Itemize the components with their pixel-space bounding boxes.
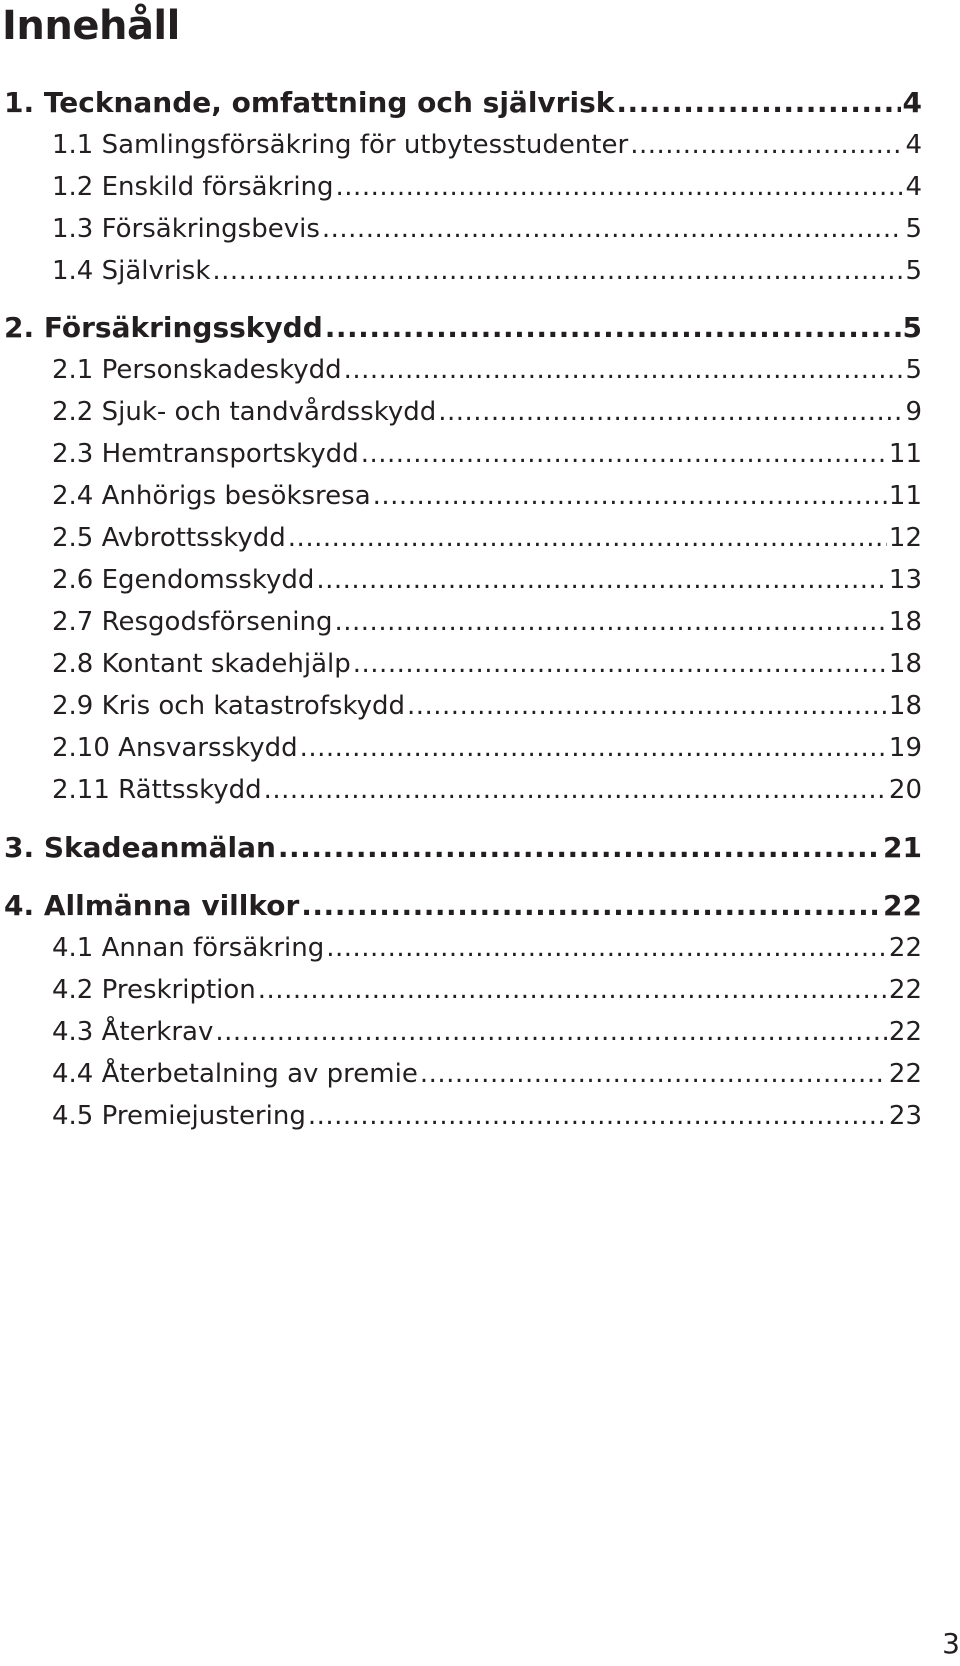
- toc-subsection-entry[interactable]: [52, 1015, 922, 1049]
- toc-entry-page: 19: [888, 733, 922, 763]
- toc-entry-page: 22: [888, 1059, 922, 1089]
- toc-subsection-entry[interactable]: [52, 479, 922, 513]
- toc-dot-leader: [322, 212, 904, 246]
- toc-dot-leader: [373, 479, 887, 513]
- toc-entry-page: 12: [888, 523, 922, 553]
- toc-entry-page: 5: [902, 311, 922, 344]
- toc-dot-leader: [264, 773, 887, 807]
- toc-entry-label: 2.2 Sjuk- och tandvårdsskydd: [52, 397, 437, 427]
- toc-entry-page: 18: [888, 649, 922, 679]
- toc-subsection-entry[interactable]: [52, 170, 922, 204]
- toc-dot-leader: [361, 437, 887, 471]
- toc-entry-page: 5: [905, 355, 922, 385]
- toc-subsection-entry[interactable]: [52, 689, 922, 723]
- toc-subsection-entry[interactable]: [52, 563, 922, 597]
- toc-subsection-entry[interactable]: [52, 212, 922, 246]
- toc-dot-leader: [407, 689, 887, 723]
- toc-entry-page: 4: [905, 130, 922, 160]
- toc-entry-label: 3. Skadeanmälan: [4, 831, 276, 864]
- toc-entry-page: 20: [888, 775, 922, 805]
- toc-entry-page: 18: [888, 607, 922, 637]
- toc-dot-leader: [258, 973, 887, 1007]
- toc-subsection-entry[interactable]: [52, 128, 922, 162]
- toc-entry-page: 22: [888, 933, 922, 963]
- toc-entry-page: 5: [905, 214, 922, 244]
- toc-subsection-entry[interactable]: [52, 521, 922, 555]
- toc-entry-page: 9: [905, 397, 922, 427]
- toc-subsection-entry[interactable]: [52, 1099, 922, 1133]
- toc-entry-page: 21: [883, 831, 922, 864]
- toc-entry-label: 4. Allmänna villkor: [4, 889, 300, 922]
- toc-section-entry[interactable]: [4, 311, 922, 345]
- toc-entry-label: 2.10 Ansvarsskydd: [52, 733, 298, 763]
- toc-entry-label: 2. Försäkringsskydd: [4, 311, 323, 344]
- toc-dot-leader: [316, 563, 887, 597]
- toc-entry-label: 4.1 Annan försäkring: [52, 933, 325, 963]
- toc-dot-leader: [353, 647, 887, 681]
- toc-entry-page: 22: [888, 1017, 922, 1047]
- toc-entry-label: 1.2 Enskild försäkring: [52, 172, 334, 202]
- toc-dot-leader: [630, 128, 903, 162]
- toc-subsection-entry[interactable]: [52, 973, 922, 1007]
- toc-entry-label: 2.8 Kontant skadehjälp: [52, 649, 351, 679]
- toc-entry-page: 18: [888, 691, 922, 721]
- page-title: Innehåll: [2, 3, 180, 49]
- toc-entry-page: 4: [902, 86, 922, 119]
- toc-entry-label: 2.3 Hemtransportskydd: [52, 439, 359, 469]
- toc-dot-leader: [288, 521, 887, 555]
- toc-dot-leader: [212, 254, 903, 288]
- toc-subsection-entry[interactable]: [52, 353, 922, 387]
- toc-entry-page: 11: [888, 481, 922, 511]
- toc-subsection-entry[interactable]: [52, 931, 922, 965]
- toc-entry-page: 13: [888, 565, 922, 595]
- toc-entry-page: 22: [883, 889, 922, 922]
- toc-entry-page: 11: [888, 439, 922, 469]
- toc-section-entry[interactable]: [4, 831, 922, 865]
- toc-section-entry[interactable]: [4, 889, 922, 923]
- toc-entry-label: 1. Tecknande, omfattning och självrisk: [4, 86, 615, 119]
- toc-dot-leader: [278, 831, 881, 865]
- toc-entry-label: 4.3 Återkrav: [52, 1017, 214, 1047]
- toc-entry-label: 1.4 Självrisk: [52, 256, 211, 286]
- toc-entry-label: 2.6 Egendomsskydd: [52, 565, 315, 595]
- toc-entry-label: 2.11 Rättsskydd: [52, 775, 262, 805]
- toc-entry-page: 23: [888, 1101, 922, 1131]
- toc-dot-leader: [215, 1015, 887, 1049]
- toc-dot-leader: [420, 1057, 887, 1091]
- toc-section-entry[interactable]: [4, 86, 922, 120]
- toc-dot-leader: [308, 1099, 887, 1133]
- toc-entry-label: 4.4 Återbetalning av premie: [52, 1059, 418, 1089]
- toc-dot-leader: [301, 889, 881, 923]
- toc-dot-leader: [326, 931, 887, 965]
- toc-entry-label: 4.5 Premiejustering: [52, 1101, 306, 1131]
- toc-dot-leader: [300, 731, 887, 765]
- toc-entry-label: 1.1 Samlingsförsäkring för utbytesstudenter: [52, 130, 629, 160]
- page-number: 3: [942, 1627, 960, 1660]
- toc-subsection-entry[interactable]: [52, 254, 922, 288]
- toc-subsection-entry[interactable]: [52, 773, 922, 807]
- toc-dot-leader: [335, 605, 887, 639]
- toc-dot-leader: [438, 395, 903, 429]
- toc-entry-label: 2.9 Kris och katastrofskydd: [52, 691, 405, 721]
- toc-entry-label: 2.4 Anhörigs besöksresa: [52, 481, 371, 511]
- toc-dot-leader: [325, 311, 901, 345]
- toc-subsection-entry[interactable]: [52, 731, 922, 765]
- toc-entry-label: 1.3 Försäkringsbevis: [52, 214, 320, 244]
- toc-dot-leader: [336, 170, 904, 204]
- toc-entry-page: 4: [905, 172, 922, 202]
- toc-entry-label: 2.7 Resgodsförsening: [52, 607, 333, 637]
- toc-entry-label: 4.2 Preskription: [52, 975, 256, 1005]
- toc-entry-label: 2.1 Personskadeskydd: [52, 355, 342, 385]
- toc-entry-page: 5: [905, 256, 922, 286]
- toc-entry-label: 2.5 Avbrottsskydd: [52, 523, 286, 553]
- toc-entry-page: 22: [888, 975, 922, 1005]
- toc-subsection-entry[interactable]: [52, 395, 922, 429]
- toc-subsection-entry[interactable]: [52, 605, 922, 639]
- toc-subsection-entry[interactable]: [52, 437, 922, 471]
- toc-subsection-entry[interactable]: [52, 1057, 922, 1091]
- toc-dot-leader: [344, 353, 904, 387]
- toc-dot-leader: [616, 86, 900, 120]
- toc-subsection-entry[interactable]: [52, 647, 922, 681]
